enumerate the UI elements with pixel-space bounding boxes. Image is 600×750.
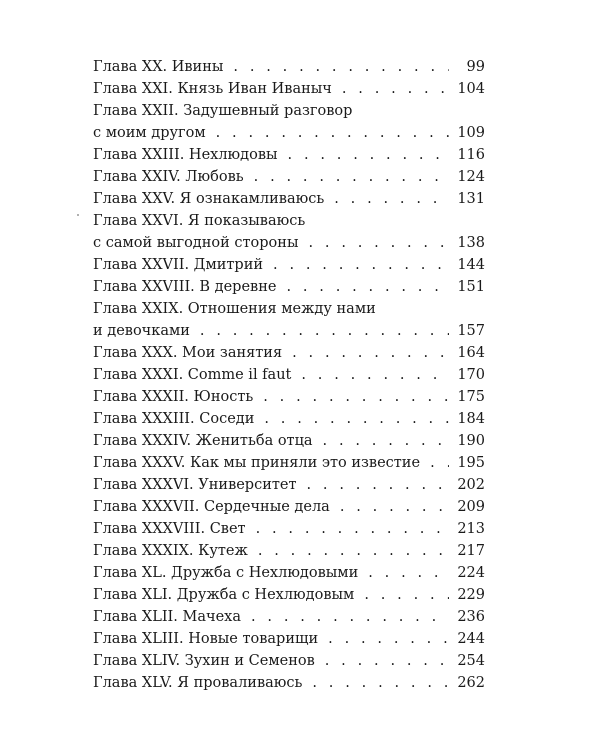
dot-leader [301,364,449,386]
page-number: 213 [457,521,485,537]
chapter-title: Глава XXXII. Юность [93,389,254,405]
page-number: 164 [457,345,485,361]
toc-entry-line [93,100,485,122]
page-number: 202 [457,477,485,493]
toc-entry [93,78,485,100]
chapter-title-continued: и девочками [93,323,190,339]
toc-entry-line [93,628,485,650]
dot-leader [340,496,449,518]
page-number: 144 [457,257,485,273]
chapter-title: Глава XLII. Мачеха [93,609,241,625]
page-number: 224 [457,565,485,581]
toc-entry [93,342,485,364]
dot-leader [309,232,450,254]
toc-entry-line [93,166,485,188]
chapter-title: Глава XXXV. Как мы приняли это известие [93,455,421,471]
toc-entry [93,628,485,650]
dot-leader [312,672,449,694]
page-number: 175 [457,389,485,405]
dot-leader [334,188,449,210]
dot-leader [288,144,449,166]
dot-leader [264,408,449,430]
chapter-title: Глава XXXIII. Соседи [93,411,255,427]
page-number: 229 [457,587,485,603]
chapter-title: Глава XXVIII. В деревне [93,279,277,295]
toc-entry-line [93,584,485,606]
chapter-title: Глава XXXI. Comme il faut [93,367,292,383]
toc-entry-line [93,430,485,452]
toc-entry-line [93,364,485,386]
toc-entry [93,584,485,606]
chapter-title: Глава XX. Ивины [93,59,224,75]
page-number: 195 [457,455,485,471]
chapter-title-continued: с самой выгодной стороны [93,235,299,251]
toc-entry [93,276,485,298]
toc-entry-line [93,386,485,408]
toc-entry-line [93,650,485,672]
chapter-title: Глава XLI. Дружба с Нехлюдовым [93,587,355,603]
page-number: 109 [457,125,485,141]
chapter-title: Глава XLV. Я проваливаюсь [93,675,303,691]
dot-leader [263,386,449,408]
dot-leader [273,254,449,276]
dot-leader [256,518,449,540]
toc-entry-line [93,518,485,540]
toc-entry [93,474,485,496]
chapter-title: Глава XXV. Я ознакамливаюсь [93,191,325,207]
chapter-title: Глава XXVI. Я показываюсь [93,213,306,229]
toc-entry [93,650,485,672]
toc-entry-line [93,210,485,232]
toc-entry-line [93,122,485,144]
toc-entry-line [93,408,485,430]
chapter-title: Глава XL. Дружба с Нехлюдовыми [93,565,359,581]
page-number: 151 [457,279,485,295]
toc-entry-line [93,254,485,276]
dot-leader [200,320,449,342]
toc-entry-line [93,188,485,210]
toc-entry [93,540,485,562]
page-number: 184 [457,411,485,427]
dot-leader [430,452,449,474]
page-number: 190 [457,433,485,449]
toc-entry [93,606,485,628]
table-of-contents [93,56,485,694]
toc-entry-line [93,78,485,100]
chapter-title: Глава XXXIV. Женитьба отца [93,433,313,449]
toc-entry [93,364,485,386]
toc-entry-line [93,56,485,78]
page-number: 104 [457,81,485,97]
toc-entry [93,100,485,144]
page-number: 209 [457,499,485,515]
page-number: 138 [457,235,485,251]
chapter-title: Глава XXXIX. Кутеж [93,543,248,559]
chapter-title-continued: с моим другом [93,125,206,141]
dot-leader [364,584,449,606]
page-number: 170 [457,367,485,383]
page-number: 124 [457,169,485,185]
dot-leader [342,78,449,100]
toc-entry [93,56,485,78]
toc-entry [93,144,485,166]
chapter-title: Глава XXXVII. Сердечные дела [93,499,330,515]
chapter-title: Глава XXIII. Нехлюдовы [93,147,278,163]
dot-leader [216,122,449,144]
toc-entry [93,298,485,342]
toc-entry-line [93,298,485,320]
toc-entry-line [93,540,485,562]
toc-entry-line [93,452,485,474]
toc-entry-line [93,342,485,364]
toc-entry [93,496,485,518]
dot-leader [325,650,449,672]
toc-entry-line [93,562,485,584]
toc-entry [93,562,485,584]
toc-entry-line [93,606,485,628]
page-number: 99 [466,59,485,75]
dot-leader [254,166,449,188]
page-number: 131 [457,191,485,207]
dot-leader [368,562,449,584]
chapter-title: Глава XXII. Задушевный разговор [93,103,353,119]
page-number: 236 [457,609,485,625]
page-number: 217 [457,543,485,559]
dot-leader [292,342,449,364]
page-number: 262 [457,675,485,691]
dot-leader [307,474,449,496]
dot-leader [323,430,449,452]
chapter-title: Глава XLIV. Зухин и Семенов [93,653,315,669]
toc-entry [93,408,485,430]
page-number: 157 [457,323,485,339]
toc-entry-line [93,232,485,254]
toc-entry [93,518,485,540]
chapter-title: Глава XXXVI. Университет [93,477,297,493]
dot-leader [258,540,449,562]
chapter-title: Глава XXX. Мои занятия [93,345,283,361]
toc-entry-line [93,144,485,166]
page-number: 254 [457,653,485,669]
dot-leader [328,628,449,650]
chapter-title: Глава XXVII. Дмитрий [93,257,264,273]
toc-entry-line [93,672,485,694]
toc-entry [93,452,485,474]
dot-leader [251,606,449,628]
chapter-title: Глава XXIX. Отношения между нами [93,301,376,317]
toc-entry [93,672,485,694]
toc-entry [93,210,485,254]
page-number: 116 [457,147,485,163]
toc-entry [93,188,485,210]
dot-leader [233,56,449,78]
chapter-title: Глава XXXVIII. Свет [93,521,246,537]
toc-entry [93,166,485,188]
toc-entry [93,386,485,408]
toc-entry-line [93,496,485,518]
page-number: 244 [457,631,485,647]
toc-entry-line [93,276,485,298]
dot-leader [286,276,449,298]
paper-speck [77,214,79,216]
chapter-title: Глава XXI. Князь Иван Иваныч [93,81,332,97]
toc-entry [93,254,485,276]
toc-entry-line [93,474,485,496]
chapter-title: Глава XXIV. Любовь [93,169,244,185]
toc-entry [93,430,485,452]
chapter-title: Глава XLIII. Новые товарищи [93,631,319,647]
toc-entry-line [93,320,485,342]
